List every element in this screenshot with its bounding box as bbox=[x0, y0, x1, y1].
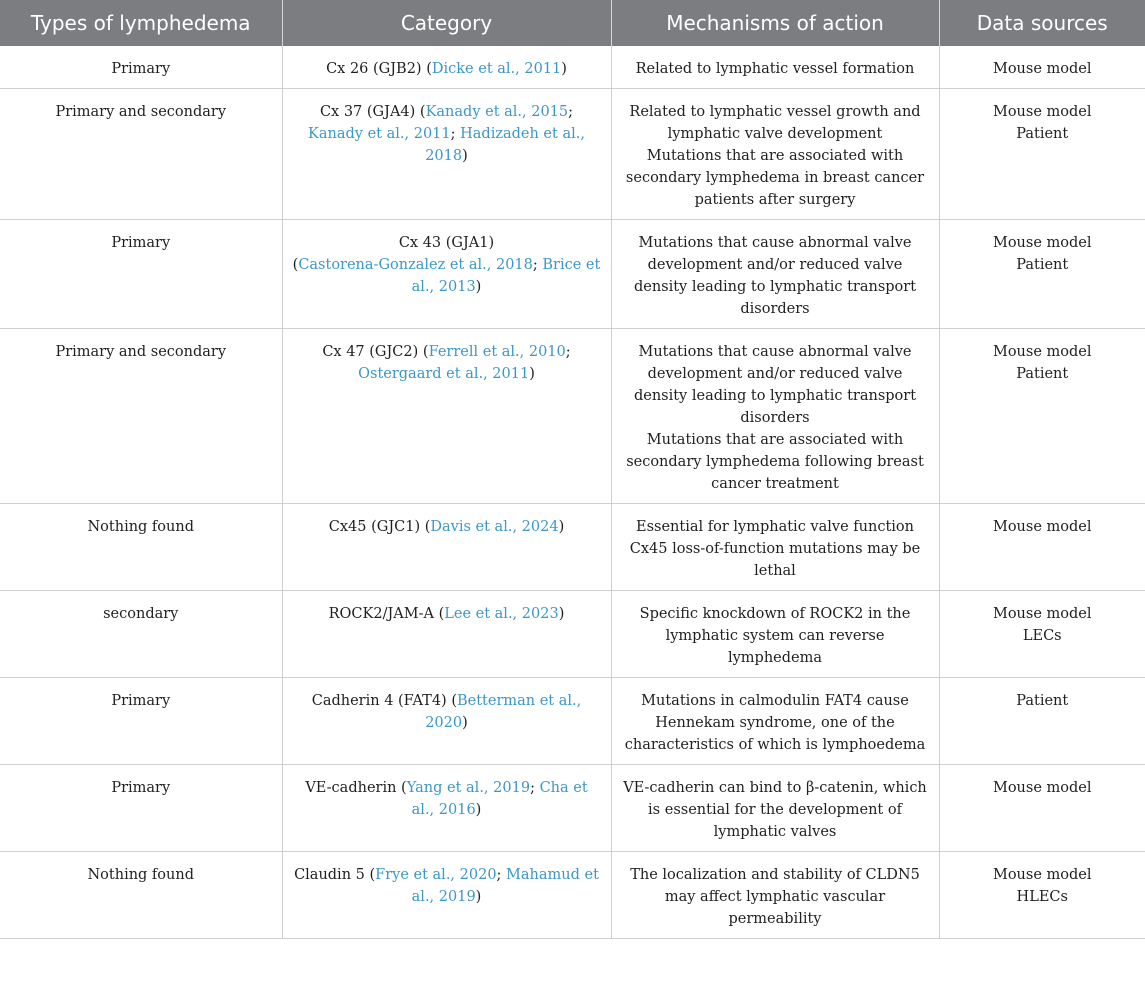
cell-data-sources bbox=[939, 220, 1145, 329]
table-row bbox=[0, 504, 1145, 591]
header-types: Types of lymphedema bbox=[0, 0, 282, 46]
cell-mechanisms bbox=[611, 220, 939, 329]
cell-category bbox=[282, 852, 611, 939]
cell-data-sources bbox=[939, 329, 1145, 504]
header-category: Category bbox=[282, 0, 611, 46]
cell-type: Primary and secondary bbox=[0, 89, 282, 220]
cell-category bbox=[282, 678, 611, 765]
table-row bbox=[0, 852, 1145, 939]
cell-mechanisms bbox=[611, 89, 939, 220]
mechanism-text: The localization and stability of CLDN5 may affect lymphatic vascular permeability bbox=[630, 867, 920, 927]
citation-link[interactable]: Frye et al., 2020 bbox=[375, 867, 497, 883]
category-text: Cadherin 4 (FAT4) ( bbox=[311, 693, 457, 709]
citation-link[interactable]: Lee et al., 2023 bbox=[444, 606, 559, 622]
data-source-text: Mouse model bbox=[992, 519, 1092, 535]
cell-data-sources bbox=[939, 591, 1145, 678]
data-source-text: Patient bbox=[1016, 366, 1069, 382]
cell-type: Primary bbox=[0, 46, 282, 89]
category-text: ) bbox=[475, 889, 482, 905]
cell-category bbox=[282, 591, 611, 678]
cell-mechanisms bbox=[611, 678, 939, 765]
cell-type: Nothing found bbox=[0, 852, 282, 939]
cell-category bbox=[282, 504, 611, 591]
citation-link[interactable]: Davis et al., 2024 bbox=[430, 519, 559, 535]
category-text: Cx 47 (GJC2) ( bbox=[322, 344, 429, 360]
data-source-text: HLECs bbox=[1016, 889, 1068, 905]
citation-link[interactable]: Brice et al., 2013 bbox=[411, 257, 601, 295]
cell-data-sources bbox=[939, 765, 1145, 852]
data-source-text: Mouse model bbox=[992, 104, 1092, 120]
header-mechanisms: Mechanisms of action bbox=[611, 0, 939, 46]
citation-link[interactable]: Hadizadeh et al., 2018 bbox=[425, 126, 585, 164]
data-source-text: Patient bbox=[1016, 126, 1069, 142]
citation-link[interactable]: Yang et al., 2019 bbox=[406, 780, 531, 796]
cell-category bbox=[282, 765, 611, 852]
table-row bbox=[0, 46, 1145, 89]
cell-mechanisms bbox=[611, 329, 939, 504]
category-text: ) bbox=[475, 802, 482, 818]
mechanism-text: Mutations that cause abnormal valve development and/or reduced valve density leading to lymphatic transport disorders bbox=[633, 344, 917, 426]
mechanism-text: VE-cadherin can bind to β-catenin, which is essential for the development of lymphatic valves bbox=[623, 780, 927, 840]
category-text: ) bbox=[462, 148, 468, 164]
data-source-text: Mouse model bbox=[992, 235, 1092, 251]
category-text: ; bbox=[450, 126, 461, 142]
data-source-text: Mouse model bbox=[992, 780, 1092, 796]
data-source-text: Mouse model bbox=[992, 606, 1092, 622]
cell-type: Primary bbox=[0, 678, 282, 765]
cell-category bbox=[282, 46, 611, 89]
table-row bbox=[0, 220, 1145, 329]
mechanism-text: Mutations in calmodulin FAT4 cause Hennekam syndrome, one of the characteristics of which is lymphoedema bbox=[624, 693, 926, 753]
citation-link[interactable]: Ostergaard et al., 2011 bbox=[358, 366, 530, 382]
cell-data-sources bbox=[939, 852, 1145, 939]
category-text: ) bbox=[529, 366, 535, 382]
table-row bbox=[0, 591, 1145, 678]
mechanism-text: Related to lymphatic vessel growth and lymphatic valve development bbox=[629, 104, 921, 142]
category-text: ; bbox=[568, 104, 574, 120]
cell-data-sources bbox=[939, 504, 1145, 591]
mechanism-text: Mutations that are associated with secondary lymphedema following breast cancer treatment bbox=[626, 432, 924, 492]
category-text: ) bbox=[561, 61, 567, 77]
mechanism-text: Essential for lymphatic valve function bbox=[636, 519, 914, 535]
cell-category bbox=[282, 89, 611, 220]
data-source-text: Mouse model bbox=[992, 867, 1092, 883]
category-text: ) bbox=[475, 279, 482, 295]
cell-data-sources bbox=[939, 678, 1145, 765]
citation-link[interactable]: Betterman et al., 2020 bbox=[425, 693, 582, 731]
mechanism-text: Mutations that cause abnormal valve development and/or reduced valve density leading to lymphatic transport disorders bbox=[633, 235, 917, 317]
category-text: ; bbox=[532, 257, 543, 273]
mechanism-text: Related to lymphatic vessel formation bbox=[635, 61, 915, 77]
cell-type: secondary bbox=[0, 591, 282, 678]
mechanism-text: Cx45 loss-of-function mutations may be lethal bbox=[629, 541, 921, 579]
category-text: Claudin 5 ( bbox=[294, 867, 376, 883]
citation-link[interactable]: Mahamud et al., 2019 bbox=[411, 867, 599, 905]
table-body bbox=[0, 46, 1145, 939]
cell-mechanisms bbox=[611, 504, 939, 591]
cell-category bbox=[282, 220, 611, 329]
category-text: VE-cadherin ( bbox=[305, 780, 407, 796]
citation-link[interactable]: Cha et al., 2016 bbox=[411, 780, 588, 818]
cell-data-sources bbox=[939, 46, 1145, 89]
cell-type: Primary bbox=[0, 765, 282, 852]
data-source-text: LECs bbox=[1022, 628, 1062, 644]
data-source-text: Patient bbox=[1016, 693, 1069, 709]
citation-link[interactable]: Kanady et al., 2011 bbox=[308, 126, 451, 142]
cell-category bbox=[282, 329, 611, 504]
category-text: Cx 37 (GJA4) ( bbox=[319, 104, 426, 120]
cell-mechanisms bbox=[611, 852, 939, 939]
citation-link[interactable]: Kanady et al., 2015 bbox=[425, 104, 569, 120]
table-row bbox=[0, 765, 1145, 852]
mechanism-text: Specific knockdown of ROCK2 in the lymphatic system can reverse lymphedema bbox=[639, 606, 911, 666]
table-row bbox=[0, 678, 1145, 765]
category-text: ; bbox=[565, 344, 571, 360]
data-source-text: Patient bbox=[1016, 257, 1069, 273]
mechanism-text: Mutations that are associated with secondary lymphedema in breast cancer patients after surgery bbox=[625, 148, 925, 208]
category-text: ) bbox=[462, 715, 468, 731]
cell-mechanisms bbox=[611, 765, 939, 852]
citation-link[interactable]: Castorena-Gonzalez et al., 2018 bbox=[298, 257, 533, 273]
category-text: ( bbox=[292, 257, 299, 273]
data-source-text: Mouse model bbox=[992, 344, 1092, 360]
cell-mechanisms bbox=[611, 46, 939, 89]
header-row bbox=[0, 0, 1145, 46]
cell-type: Primary bbox=[0, 220, 282, 329]
cell-mechanisms bbox=[611, 591, 939, 678]
data-source-text: Mouse model bbox=[992, 61, 1092, 77]
category-text: ; bbox=[530, 780, 540, 796]
cell-data-sources bbox=[939, 89, 1145, 220]
category-text: ) bbox=[558, 519, 565, 535]
citation-link[interactable]: Ferrell et al., 2010 bbox=[428, 344, 566, 360]
cell-type: Nothing found bbox=[0, 504, 282, 591]
cell-type: Primary and secondary bbox=[0, 329, 282, 504]
table-header bbox=[0, 0, 1145, 46]
header-data-sources: Data sources bbox=[939, 0, 1145, 46]
table-row bbox=[0, 329, 1145, 504]
category-text: Cx 26 (GJB2) ( bbox=[326, 61, 432, 77]
category-text: ) bbox=[558, 606, 565, 622]
category-text: Cx45 (GJC1) ( bbox=[328, 519, 431, 535]
category-text: ROCK2/JAM-A ( bbox=[328, 606, 445, 622]
table-row bbox=[0, 89, 1145, 220]
category-text: ; bbox=[496, 867, 507, 883]
category-text: Cx 43 (GJA1) bbox=[398, 235, 495, 251]
citation-link[interactable]: Dicke et al., 2011 bbox=[431, 61, 562, 77]
